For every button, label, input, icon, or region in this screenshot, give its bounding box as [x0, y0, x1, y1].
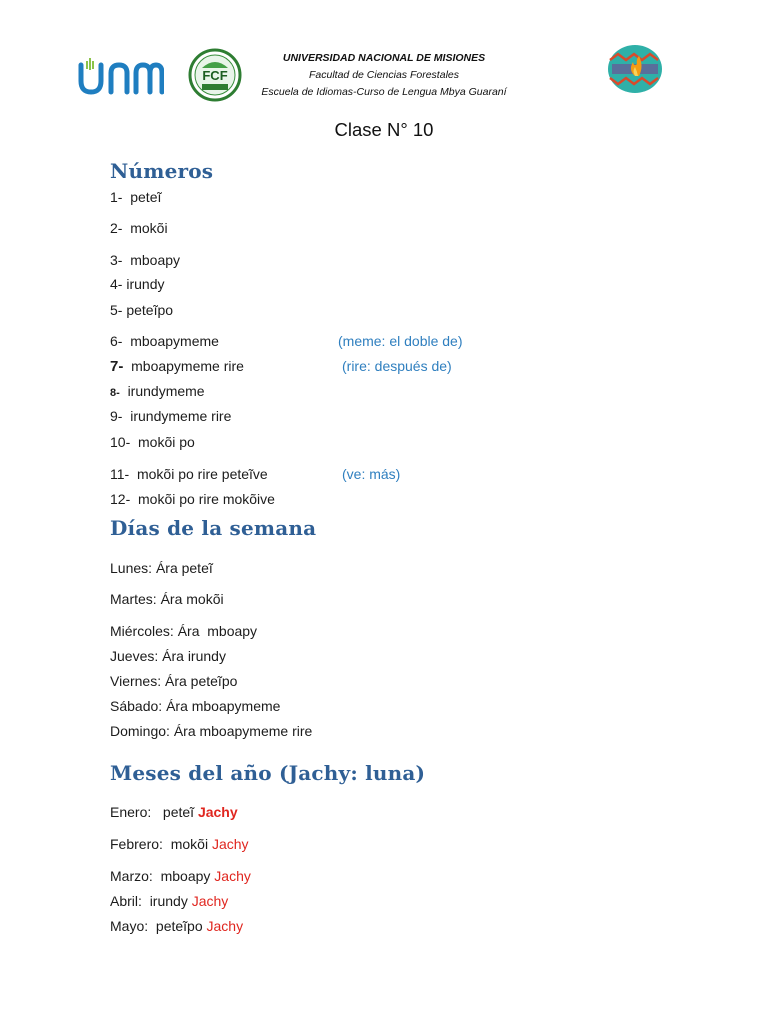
number-item-12: 12- mokõi po rire mokõive — [110, 491, 275, 507]
numeros-heading: Números — [110, 159, 214, 183]
faculty-name: Facultad de Ciencias Forestales — [309, 69, 459, 81]
number-item-5: 5- peteĩpo — [110, 302, 174, 318]
fcf-logo-text: FCF — [202, 68, 228, 83]
jachy-label: Jachy — [211, 836, 249, 852]
number-item-2: 2- mokõi — [110, 220, 168, 236]
day-item-martes: Martes: Ára mokõi — [110, 591, 224, 607]
jachy-label: Jachy — [197, 804, 238, 820]
month-item-abril: Abril: irundy Jachy — [110, 893, 229, 909]
unam-logo-text: unm — [76, 55, 78, 56]
day-item-miercoles: Miércoles: Ára mboapy — [110, 623, 258, 639]
number-item-9: 9- irundymeme rire — [110, 408, 232, 424]
day-item-jueves: Jueves: Ára irundy — [110, 648, 226, 664]
fcf-logo — [188, 48, 242, 102]
guarani-logo — [606, 44, 664, 94]
number-item-11: 11- mokõi po rire peteĩve — [110, 466, 268, 482]
jachy-label: Jachy — [191, 893, 229, 909]
school-name: Escuela de Idiomas-Curso de Lengua Mbya Guaraní — [261, 86, 507, 98]
day-item-lunes: Lunes: Ára peteĩ — [110, 560, 213, 576]
number-note-7: (rire: después de) — [342, 358, 452, 374]
jachy-label: Jachy — [214, 868, 251, 884]
number-note-6: (meme: el doble de) — [338, 333, 463, 349]
page-title: Clase N° 10 — [334, 119, 434, 140]
number-item-10: 10- mokõi po — [110, 434, 195, 450]
day-item-sabado: Sábado: Ára mboapymeme — [110, 698, 281, 714]
number-item-8: 8- irundymeme — [110, 383, 205, 399]
month-item-mayo: Mayo: peteĩpo Jachy — [110, 918, 244, 934]
number-note-11: (ve: más) — [342, 466, 401, 482]
university-name: UNIVERSIDAD NACIONAL DE MISIONES — [282, 52, 486, 64]
month-item-marzo: Marzo: mboapy Jachy — [110, 868, 251, 884]
day-item-viernes: Viernes: Ára peteĩpo — [110, 673, 238, 689]
number-item-4: 4- irundy — [110, 276, 165, 292]
meses-heading: Meses del año (Jachy: luna) — [110, 761, 426, 785]
number-item-1: 1- peteĩ — [110, 189, 162, 205]
unam-logo — [76, 55, 164, 97]
jachy-label: Jachy — [206, 918, 244, 934]
day-item-domingo: Domingo: Ára mboapymeme rire — [110, 723, 313, 739]
month-item-febrero: Febrero: mokõi Jachy — [110, 836, 249, 852]
header-institution — [250, 50, 518, 101]
number-item-3: 3- mboapy — [110, 252, 181, 268]
number-item-7: 7- mboapymeme rire — [110, 358, 244, 375]
number-item-6: 6- mboapymeme — [110, 333, 219, 349]
dias-heading: Días de la semana — [110, 516, 317, 540]
month-item-enero: Enero: peteĩ Jachy — [110, 804, 238, 820]
